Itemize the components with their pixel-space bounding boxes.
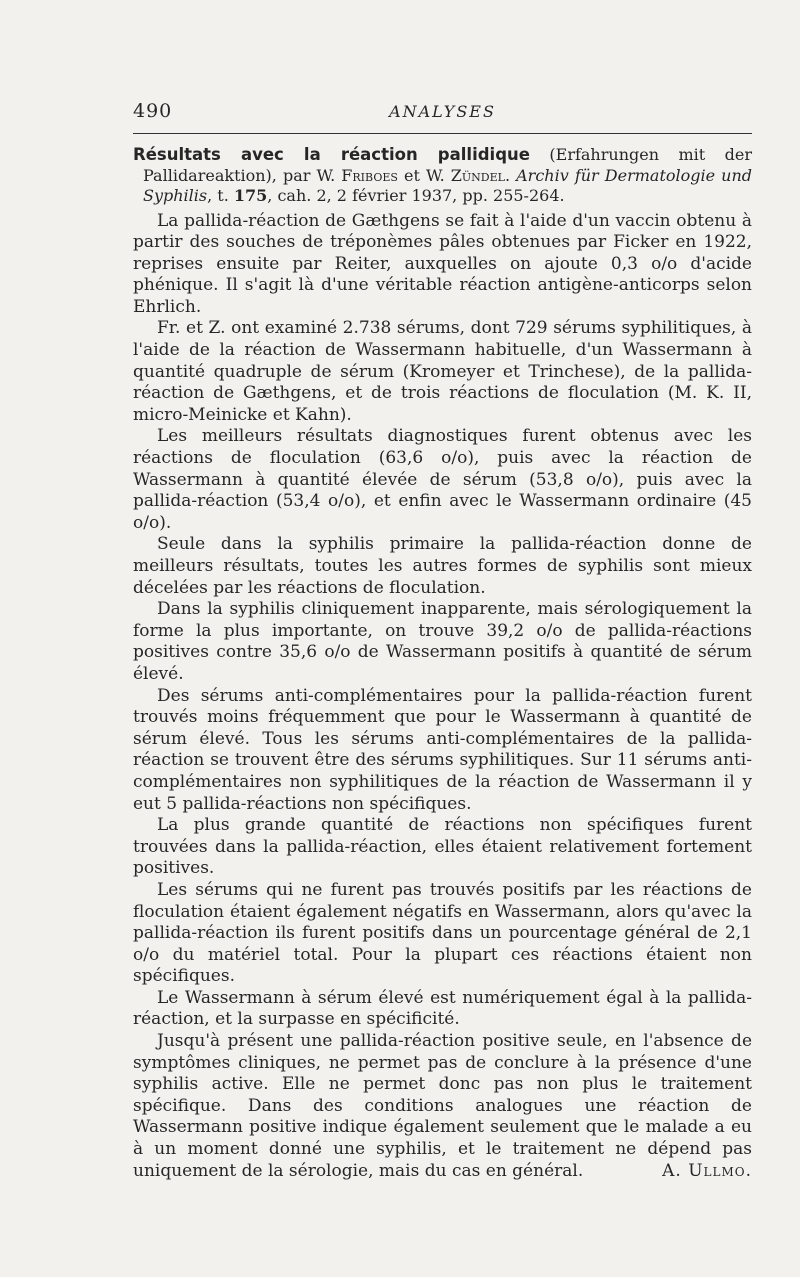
article-body [133,145,752,1182]
article-title: Résultats avec la réaction pallidique [133,145,530,164]
paragraph: Fr. et Z. ont examiné 2.738 sérums, dont 729 sérums syphilitiques, à l'aide de la réaction de Wassermann habituelle, d'un Wassermann à quantité quadruple de sérum (Kromeyer et Trinchese), de la pallida-réaction de Gæthgens, et de trois réactions de floculation (M. K. II, micro-Meinicke et Kahn). [133,318,752,425]
paragraph: Des sérums anti-complémentaires pour la pallida-réaction furent trouvés moins fréquemment que pour le Wassermann à quantité de sérum élevé. Tous les sérums anti-complémentaires de la pallida-réaction se trouvent être des sérums syphilitiques. Sur 11 sérums anti-complémentaires non syphilitiques de la réaction de Wassermann il y eut 5 pallida-réactions non spécifiques. [133,685,752,814]
paragraph: La plus grande quantité de réactions non spécifiques furent trouvées dans la pallida-réaction, elles étaient relativement fortement positives. [133,815,752,879]
author-signature: A. Ullmo. [662,1160,752,1181]
separator: . [504,165,517,185]
paragraph: Le Wassermann à sérum élevé est numériquement égal à la pallida-réaction, et la surpasse en spécificité. [133,987,752,1030]
running-head: ANALYSES [389,102,496,121]
paragraph: Les meilleurs résultats diagnostiques furent obtenus avec les réactions de floculation (63,6 o/o), puis avec la réaction de Wassermann à quantité élevée de sérum (53,8 o/o), puis avec la pallida-réaction (53,4 o/o), et enfin avec le Wassermann ordinaire (45 o/o). [133,426,752,533]
journal-name: Archiv für Dermatologie und Syphilis [143,165,753,205]
conjunction-1: et W. [397,165,451,185]
paragraph: Les sérums qui ne furent pas trouvés positifs par les réactions de floculation étaient également négatifs en Wassermann, alors qu'avec la pallida-réaction ils furent positifs dans un pourcentage général de 2,1 o/o du matériel total. Pour la plupart ces réactions étaient non spécifiques. [133,879,752,987]
header-rule [133,133,752,134]
tome-number: 175 [233,186,268,205]
author-2: Zündel [450,165,505,185]
page-header [133,100,752,130]
author-1: Friboes [341,165,398,185]
final-paragraph [133,1031,752,1182]
paragraph: Dans la syphilis cliniquement inapparente, mais sérologiquement la forme la plus importante, on trouve 39,2 o/o de pallida-réactions positives contre 35,6 o/o de Wassermann positifs à quantité de sérum élevé. [133,599,752,684]
citation [133,145,752,207]
paragraph: La pallida-réaction de Gæthgens se fait à l'aide d'un vaccin obtenu à partir des souches de tréponèmes pâles obtenues par Ficker en 1922, reprises ensuite par Reiter, auxquelles on ajoute 0,3 o/o d'acide phénique. Il s'agit là d'une véritable réaction antigène-anticorps selon Ehrlich. [133,210,752,317]
page-number: 490 [133,100,173,122]
title-rest: (Erfahrungen mit der Pallidareaktion), par W. [143,145,752,185]
paragraph: Seule dans la syphilis primaire la pallida-réaction donne de meilleurs résultats, toutes les autres formes de syphilis sont mieux décelées par les réactions de floculation. [133,534,752,598]
tome-prefix: , t. [207,186,234,205]
citation-details: , cah. 2, 2 février 1937, pp. 255-264. [267,186,565,205]
paragraph-text: Jusqu'à présent une pallida-réaction positive seule, en l'absence de symptômes cliniques, ne permet pas de conclure à la présence d'une syphilis active. Elle ne permet donc pas non plus le traitement spécifique. Dans des conditions analogues une réaction de Wassermann positive indique également seulement que le malade a eu à un moment donné une syphilis, et le traitement ne dépend pas uniquement de la sérologie, mais du cas en général. [133,1031,752,1181]
